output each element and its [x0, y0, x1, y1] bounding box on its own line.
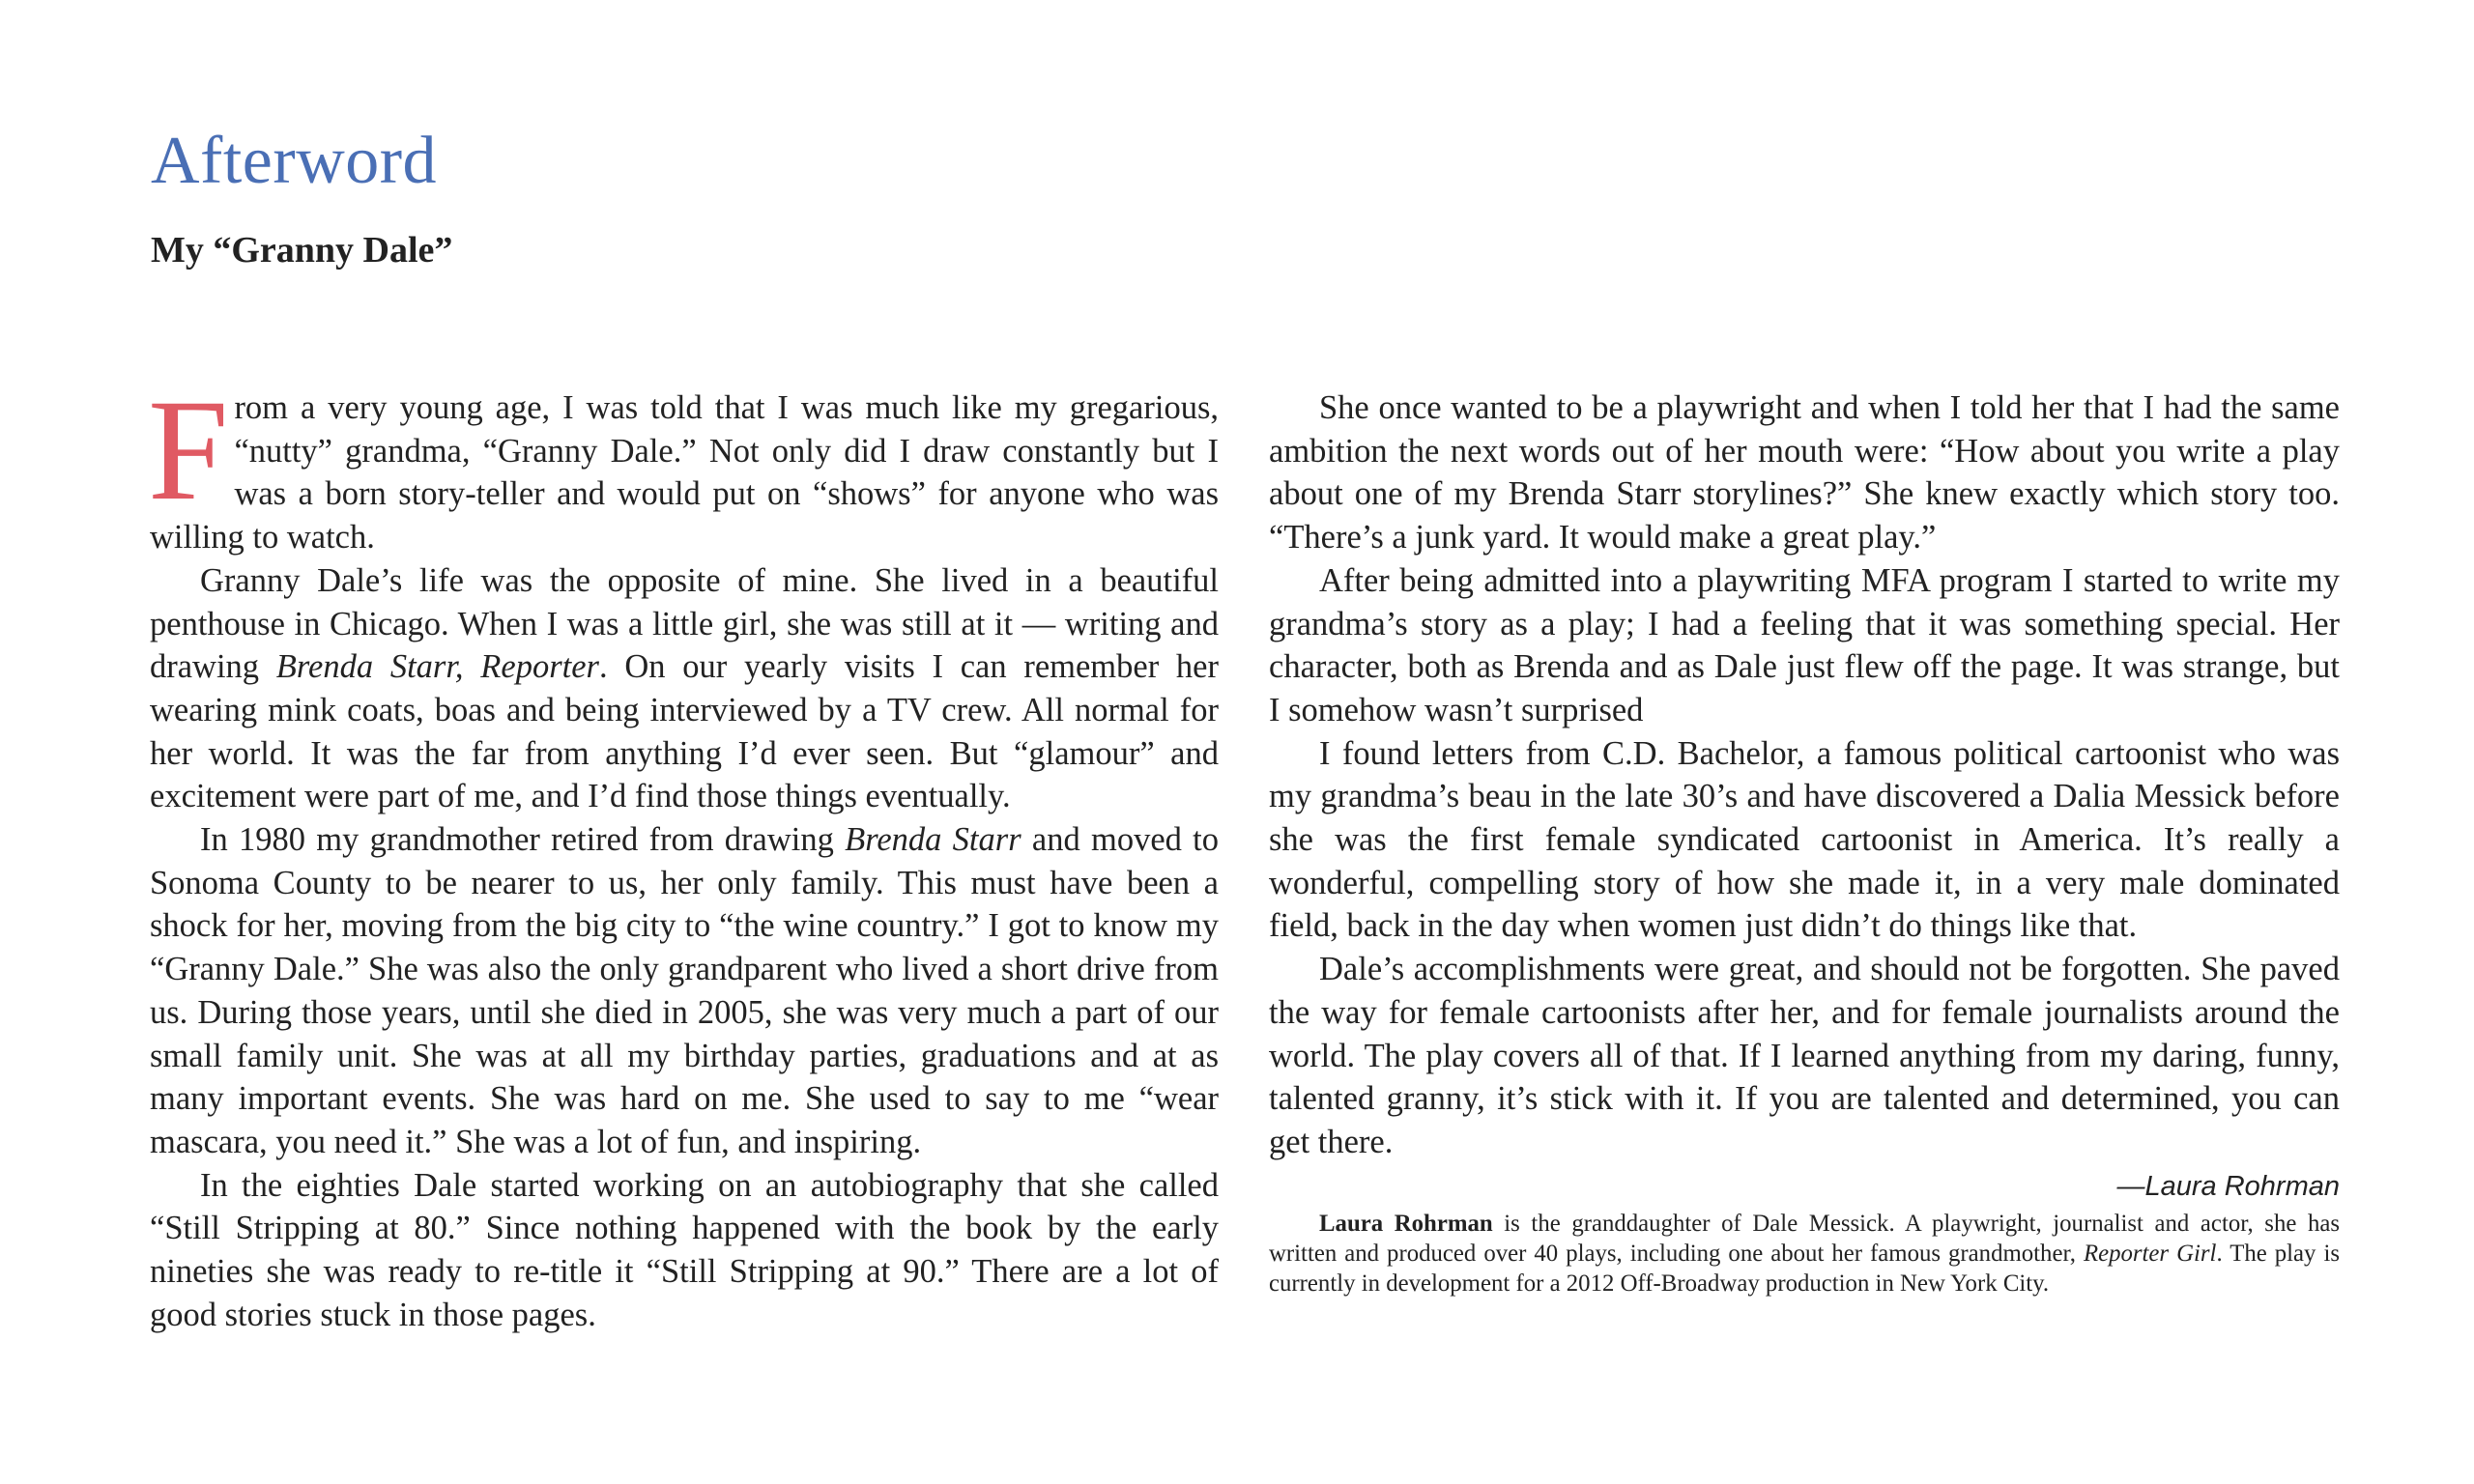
left-column	[148, 370, 1219, 1336]
paragraph-5: She once wanted to be a playwright and when I told her that I had the same ambition the next words out of her mouth were: “How about you write a play about one of my Brenda Starr storylines?” She knew exactly which story too. “There’s a junk yard. It would make a great play.”	[1269, 389, 2340, 556]
paragraph-2	[150, 559, 1219, 818]
author-signoff: —Laura Rohrman	[2116, 1170, 2340, 1202]
author-bio	[1269, 1209, 2340, 1298]
author-name: Laura Rohrman	[1319, 1210, 1493, 1237]
paragraph-6: After being admitted into a playwriting MFA program I started to write my grandma’s story as a play; I had a feeling that it was something special. Her character, both as Brenda and as Dale just flew off the page. It was strange, but I somehow wasn’t surprised	[1269, 561, 2340, 728]
paragraph-1-text: rom a very young age, I was told that I was much like my gregarious, “nutty” grandma, “Granny Dale.” Not only did I draw constantly but I was a born story-teller and would put on “shows” for anyone who was willing to watch.	[150, 389, 1219, 556]
work-title: Brenda Starr, Reporter	[275, 648, 599, 686]
author-bio-text-a: is the granddaughter of Dale Messick. A playwright, journalist and actor, she has written and produced over 40 plays, including one about her famous grandmother,	[1269, 1210, 2341, 1267]
paragraph-4: In the eighties Dale started working on an autobiography that she called “Still Stripping at 80.” Since nothing happened with the book by the early nineties she was ready to re-title it “Still Stripping at 90.” There are a lot of good stories stuck in those pages.	[150, 1166, 1219, 1333]
page-title: Afterword	[151, 124, 438, 198]
author-bio-text-b: . The play is currently in development for a 2012 Off-Broadway production in New York City.	[1269, 1240, 2340, 1297]
paragraph-8: Dale’s accomplishments were great, and should not be forgotten. She paved the way for female cartoonists after her, and for female journalists around the world. The play covers all of that. If I learned anything from my daring, funny, talented granny, it’s stick with it. If you are talented and determined, you can get there.	[1269, 951, 2340, 1160]
paragraph-1	[148, 370, 1219, 559]
paragraph-3-text-b: and moved to Sonoma County to be nearer to us, her only family. This must have been a shock for her, moving from the big city to “the wine country.” I got to know my “Granny Dale.” She was also the only grandparent who lived a short drive from us. During those years, until she died in 2005, she was very much a part of our small family unit. She was at all my birthday parties, graduations and at as many important events. She was hard on me. She used to say to me “wear mascara, you need it.” She was a lot of fun, and inspiring.	[150, 821, 1219, 1160]
paragraph-3-text-a: In 1980 my grandmother retired from drawing	[200, 821, 846, 859]
work-title: Brenda Starr	[845, 821, 1021, 859]
paragraph-2-text-b: . On our yearly visits I can remember her wearing mink coats, boas and being interviewed by a TV crew. All normal for her world. It was the far from anything I’d ever seen. But “glamour” and excitement were part of me, and I’d find those things eventually.	[150, 648, 1219, 815]
right-column	[1269, 386, 2340, 1298]
paragraph-3	[150, 818, 1219, 1164]
page-subtitle: My “Granny Dale”	[151, 230, 453, 271]
play-title: Reporter Girl	[2083, 1240, 2217, 1267]
paragraph-2-text-a: Granny Dale’s life was the opposite of mine. She lived in a beautiful penthouse in Chicago. When I was a little girl, she was still at it — writing and drawing	[150, 561, 1219, 686]
drop-cap: F	[148, 370, 229, 530]
paragraph-7: I found letters from C.D. Bachelor, a famous political cartoonist who was my grandma’s beau in the late 30’s and have discovered a Dalia Messick before she was the first female syndicated cartoonist in America. It’s really a wonderful, compelling story of how she made it, in a very male dominated field, back in the day when women just didn’t do things like that.	[1269, 734, 2340, 945]
